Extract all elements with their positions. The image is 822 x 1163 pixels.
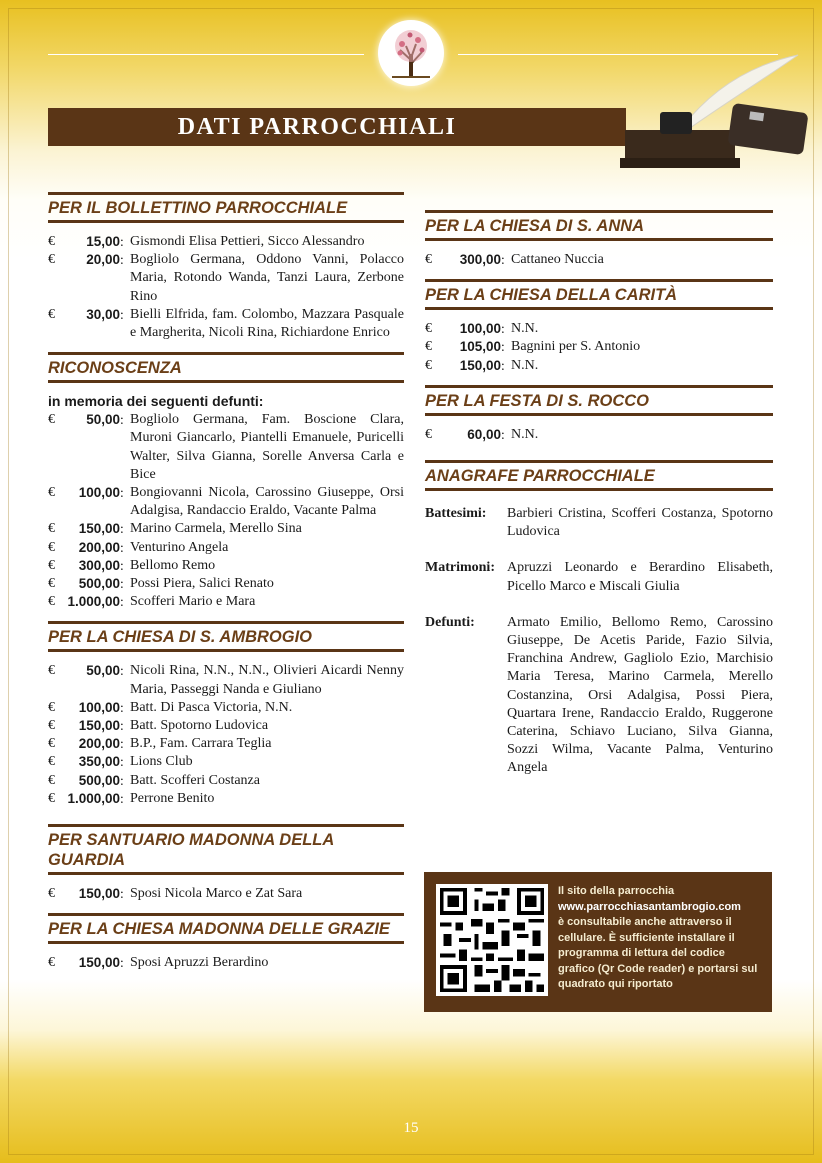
currency: € [425, 321, 432, 337]
page-number: 15 [403, 1120, 419, 1136]
qr-info-box [424, 872, 772, 1012]
donor-names: Batt. Spotorno Ludovica [130, 718, 269, 734]
header-rule-left [48, 54, 364, 55]
list-item: € 150,00 : N.N. [425, 357, 773, 375]
donor-names: Perrone Benito [130, 790, 215, 806]
title-banner [48, 108, 626, 146]
currency: € [48, 754, 55, 770]
list-item: € 60,00 : N.N. [425, 426, 773, 444]
amount: 1.000,00 [67, 790, 120, 806]
donor-names: Sposi Nicola Marco e Zat Sara [130, 886, 303, 902]
record-text: Armato Emilio, Bellomo Remo, Carossino Giuseppe, De Acetis Paride, Fazio Silvia, Franchina Andrew, Gagliolo Ezio, Marchisio Maria Teresa, Marino Carmela, Merello Costanzina, Orsi Adalgisa, Possi Piera, Quartara Irene, Randaccio Eraldo, Ruggerone Caterina, Schiavo Luciano, Silva Gianna, Sozzi Wilma, Vacante Palma, Venturino Angela [507, 614, 773, 776]
amount: 150,00 [78, 886, 120, 902]
record-text: Barbieri Cristina, Scofferi Costanza, Spotorno Ludovica [507, 506, 773, 540]
donor-names: Lions Club [130, 754, 193, 770]
section-madonna-grazie [48, 913, 404, 972]
amount: 200,00 [78, 736, 120, 752]
currency: € [425, 252, 432, 267]
list-item: € 30,00 : Bielli Elfrida, fam. Colombo, Mazzara Pasquale e Margherita, Nicoli Rina, Richiardone Enrico [48, 306, 404, 342]
donor-names: Scofferi Mario e Mara [130, 594, 256, 610]
amount: 500,00 [78, 576, 120, 592]
donor-names: B.P., Fam. Carrara Teglia [130, 736, 272, 752]
currency: € [48, 663, 55, 679]
donor-names: Bellomo Remo [130, 557, 216, 573]
list-item: € 150,00 : Batt. Spotorno Ludovica [48, 717, 404, 735]
donor-names: Sposi Apruzzi Berardino [130, 955, 269, 971]
amount: 100,00 [78, 699, 120, 715]
amount: 200,00 [78, 539, 120, 555]
donor-names: Batt. Di Pasca Victoria, N.N. [130, 699, 293, 715]
amount: 150,00 [78, 955, 120, 971]
list-item: € 150,00 : Sposi Nicola Marco e Zat Sara [48, 885, 404, 903]
currency: € [48, 790, 55, 806]
amount: 300,00 [78, 557, 120, 573]
list-item: € 150,00 : Sposi Apruzzi Berardino [48, 954, 404, 972]
amount: 50,00 [86, 663, 120, 679]
list-item: € 100,00 : Bongiovanni Nicola, Carossino Giuseppe, Orsi Adalgisa, Randaccio Eraldo, Vacante Palma [48, 484, 404, 520]
list-item: € 300,00 : Bellomo Remo [48, 557, 404, 575]
section-anagrafe [425, 460, 773, 778]
list-item [425, 559, 773, 595]
inkwell-quill-icon [620, 50, 810, 175]
section-heading: PER LA CHIESA DI S. AMBROGIO [48, 621, 404, 652]
list-item: € 1.000,00 : Scofferi Mario e Mara [48, 593, 404, 611]
section-heading: RICONOSCENZA [48, 352, 404, 383]
currency: € [48, 234, 55, 249]
section-s-ambrogio [48, 621, 404, 808]
donor-names: N.N. [511, 321, 539, 337]
donor-names: Batt. Scofferi Costanza [130, 772, 260, 788]
record-label: Defunti: [425, 614, 475, 630]
donor-names: Bogliolo Germana, Fam. Boscione Clara, Muroni Giancarlo, Piantelli Emanuele, Puricelli Walter, Silva Gianna, Sorelle Anversa Carla e Bice [130, 412, 404, 482]
donor-names: Bogliolo Germana, Oddono Vanni, Polacco Maria, Rotondo Wanda, Tanzi Laura, Zerbone Rino [130, 252, 404, 304]
section-s-anna [425, 210, 773, 269]
amount: 60,00 [467, 426, 501, 442]
donor-names: Gismondi Elisa Pettieri, Sicco Alessandro [130, 234, 365, 249]
section-riconoscenza [48, 352, 404, 611]
section-heading: PER IL BOLLETTINO PARROCCHIALE [48, 192, 404, 223]
amount: 50,00 [86, 412, 120, 428]
amount: 1.000,00 [67, 594, 120, 610]
currency: € [48, 252, 55, 268]
record-label: Matrimoni: [425, 560, 495, 576]
currency: € [48, 772, 55, 788]
currency: € [48, 485, 55, 501]
donor-names: Bagnini per S. Antonio [511, 339, 641, 355]
tree-logo-icon [378, 20, 444, 86]
left-column [48, 192, 404, 982]
list-item: € 300,00 : Cattaneo Nuccia [425, 251, 773, 269]
currency: € [48, 886, 55, 902]
amount: 30,00 [86, 306, 120, 322]
currency: € [48, 557, 55, 573]
page-title: DATI PARROCCHIALI [177, 113, 457, 140]
currency: € [48, 539, 55, 555]
donor-names: Bielli Elfrida, fam. Colombo, Mazzara Pasquale e Margherita, Nicoli Rina, Richiardone Enrico [130, 306, 404, 341]
qr-description [558, 884, 760, 993]
list-item: € 150,00 : Marino Carmela, Merello Sina [48, 520, 404, 538]
currency: € [48, 521, 55, 537]
list-item: € 200,00 : Venturino Angela [48, 539, 404, 557]
qr-line1: Il sito della parrocchia [558, 885, 675, 897]
list-item: € 15,00 : Gismondi Elisa Pettieri, Sicco Alessandro [48, 233, 404, 251]
amount: 300,00 [459, 252, 501, 267]
currency: € [48, 576, 55, 592]
donor-names: Marino Carmela, Merello Sina [130, 521, 302, 537]
record-text: Apruzzi Leonardo e Berardino Elisabeth, Picello Marco e Miscali Giulia [507, 560, 773, 594]
section-carita [425, 279, 773, 375]
list-item [425, 614, 773, 778]
list-item: € 500,00 : Possi Piera, Salici Renato [48, 575, 404, 593]
list-item: € 200,00 : B.P., Fam. Carrara Teglia [48, 735, 404, 753]
currency: € [48, 718, 55, 734]
section-bollettino [48, 192, 404, 342]
parish-website-link[interactable]: www.parrocchiasantambrogio.com [558, 900, 741, 913]
list-item: € 105,00 : Bagnini per S. Antonio [425, 338, 773, 356]
section-subtitle: in memoria dei seguenti defunti: [48, 393, 264, 410]
list-item: € 50,00 : Nicoli Rina, N.N., N.N., Olivieri Aicardi Nenny Maria, Passeggi Nanda e Giuliano [48, 662, 404, 698]
donor-names: Cattaneo Nuccia [511, 252, 604, 267]
currency: € [48, 412, 55, 428]
donor-names: Possi Piera, Salici Renato [130, 576, 274, 592]
list-item: € 20,00 : Bogliolo Germana, Oddono Vanni, Polacco Maria, Rotondo Wanda, Tanzi Laura, Zerbone Rino [48, 251, 404, 306]
section-s-rocco [425, 385, 773, 444]
donor-names: N.N. [511, 357, 539, 373]
section-heading: ANAGRAFE PARROCCHIALE [425, 460, 773, 491]
section-heading: PER LA CHIESA DI S. ANNA [425, 210, 773, 241]
currency: € [48, 736, 55, 752]
list-item [425, 505, 773, 541]
amount: 150,00 [459, 357, 501, 373]
list-item: € 100,00 : N.N. [425, 320, 773, 338]
currency: € [48, 699, 55, 715]
currency: € [48, 594, 55, 610]
donor-names: N.N. [511, 426, 539, 442]
amount: 105,00 [459, 339, 501, 355]
amount: 150,00 [78, 718, 120, 734]
currency: € [48, 955, 55, 971]
donor-names: Venturino Angela [130, 539, 229, 555]
section-heading: PER LA CHIESA DELLA CARITÀ [425, 279, 773, 310]
section-heading: PER LA CHIESA MADONNA DELLE GRAZIE [48, 913, 404, 944]
donor-names: Nicoli Rina, N.N., N.N., Olivieri Aicardi Nenny Maria, Passeggi Nanda e Giuliano [130, 663, 404, 697]
donor-names: Bongiovanni Nicola, Carossino Giuseppe, Orsi Adalgisa, Randaccio Eraldo, Vacante Palma [130, 485, 404, 519]
currency: € [425, 339, 432, 355]
qr-line2: è consultabile anche attraverso il cellulare. È sufficiente installare il programma di lettura del codice grafico (Qr Code reader) e portarsi sul quadrato qui riportato [558, 916, 758, 990]
list-item: € 100,00 : Batt. Di Pasca Victoria, N.N. [48, 699, 404, 717]
section-heading: PER LA FESTA DI S. ROCCO [425, 385, 773, 416]
currency: € [425, 357, 432, 373]
list-item: € 350,00 : Lions Club [48, 753, 404, 771]
list-item: € 1.000,00 : Perrone Benito [48, 790, 404, 808]
section-heading: PER SANTUARIO MADONNA DELLA GUARDIA [48, 824, 404, 875]
amount: 350,00 [78, 754, 120, 770]
list-item: € 500,00 : Batt. Scofferi Costanza [48, 772, 404, 790]
record-label: Battesimi: [425, 506, 487, 522]
amount: 100,00 [78, 485, 120, 501]
currency: € [425, 426, 432, 442]
amount: 500,00 [78, 772, 120, 788]
list-item: € 50,00 : Bogliolo Germana, Fam. Boscione Clara, Muroni Giancarlo, Piantelli Emanuele, Puricelli Walter, Silva Gianna, Sorelle Anversa Carla e Bice [48, 411, 404, 484]
amount: 150,00 [78, 521, 120, 537]
currency: € [48, 306, 55, 322]
section-santuario-guardia [48, 824, 404, 903]
amount: 15,00 [86, 234, 120, 249]
amount: 20,00 [86, 252, 120, 268]
amount: 100,00 [459, 321, 501, 337]
right-column [425, 210, 773, 796]
qr-code-icon [436, 884, 548, 996]
